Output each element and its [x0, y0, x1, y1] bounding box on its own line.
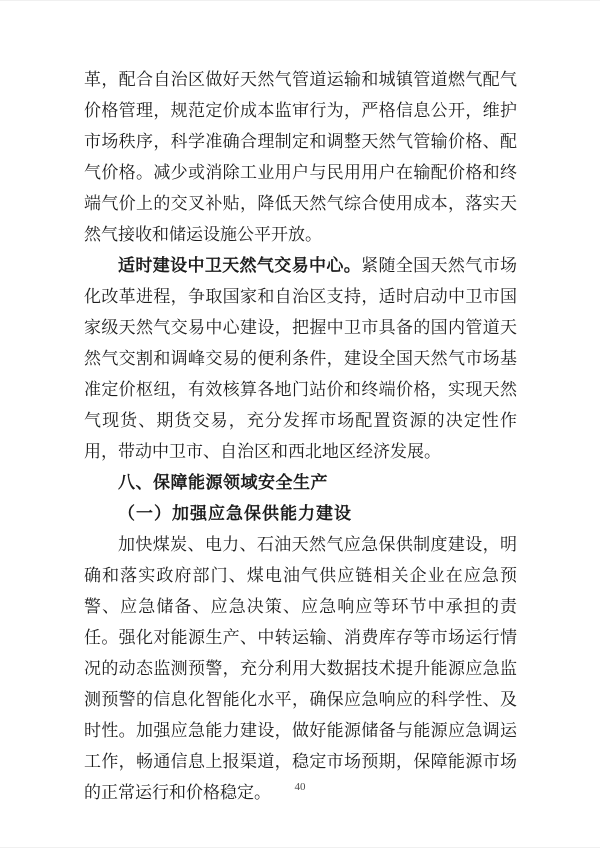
- subsection-heading-emergency-supply: （一）加强应急保供能力建设: [118, 504, 352, 523]
- paragraph-emergency-supply-system: 加快煤炭、电力、石油天然气应急保供制度建设，明确和落实政府部门、煤电油气供应链相关企业在应急预警、应急储备、应急决策、应急响应等环节中承担的责任。强化对能源生产、中转运输、消费库存等市场运行情况的动态监测预警，充分利用大数据技术提升能源应急监测预警的信息化智能化水平，确保应急响应的科学性、及时性。加强应急能力建设，做好能源储备与能源应急调运工作，畅通信息上报渠道，稳定市场预期，保障能源市场的正常运行和价格稳定。: [84, 535, 517, 802]
- section-heading-energy-safety: 八、保障能源领域安全生产: [118, 473, 328, 492]
- document-body: [84, 64, 517, 808]
- page-number: 40: [294, 781, 306, 793]
- paragraph-gas-pricing: 革，配合自治区做好天然气管道运输和城镇管道燃气配气价格管理，规范定价成本监审行为，严格信息公开，维护市场秩序，科学准确合理制定和调整天然气管输价格、配气价格。减少或消除工业用户与民用用户在输配价格和终端气价上的交叉补贴，降低天然气综合使用成本，落实天然气接收和储运设施公平开放。: [84, 70, 517, 244]
- paragraph-gas-trading-center: [84, 250, 517, 467]
- paragraph-lead-bold: 适时建设中卫天然气交易中心。: [118, 256, 362, 275]
- paragraph-body-text: 紧随全国天然气市场化改革进程，争取国家和自治区支持，适时启动中卫市国家级天然气交易中心建设，把握中卫市具备的国内管道天然气交割和调峰交易的便利条件，建设全国天然气市场基准定价枢纽，有效核算各地门站价和终端价格，实现天然气现货、期货交易，充分发挥市场配置资源的决定性作用，带动中卫市、自治区和西北地区经济发展。: [84, 256, 518, 461]
